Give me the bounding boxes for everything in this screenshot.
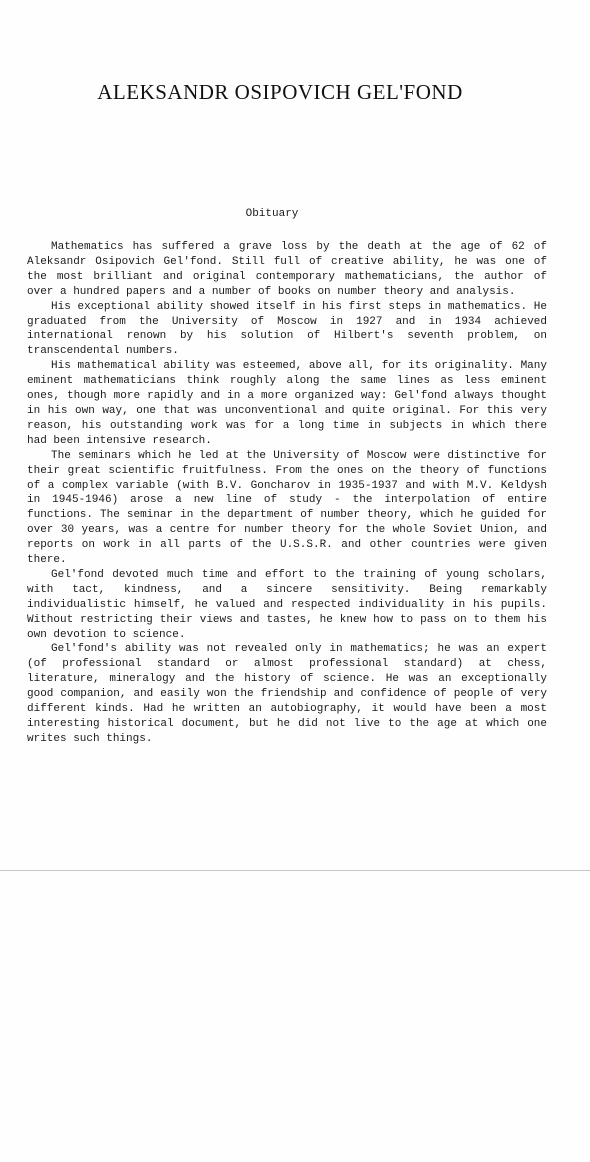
page-title: ALEKSANDR OSIPOVICH GEL'FOND bbox=[97, 80, 463, 104]
page-divider bbox=[0, 870, 590, 871]
paragraph-4: The seminars which he led at the University of Moscow were distinctive for their great scientific fruitfulness. From the ones on the theory of functions of a complex variable (with B.V. Goncharov in 1935-1937 and with M.V. Keldysh in 1945-1946) arose a new line of study - the interpolation of entire functions. The seminar in the department of number theory, which he guided for over 30 years, was a centre for number theory for the whole Soviet Union, and reports on work in all parts of the U.S.S.R. and other countries were given there. bbox=[27, 449, 547, 567]
paragraph-6: Gel'fond's ability was not revealed only in mathematics; he was an expert (of professional standard or almost professional standard) at chess, literature, mineralogy and the history of science. He was an exceptionally good companion, and easily won the friendship and confidence of people of very different kinds. Had he written an autobiography, it would have been a most interesting historical document, but he did not live to the age at which one writes such things. bbox=[27, 643, 547, 745]
paragraph-2: His exceptional ability showed itself in his first steps in mathematics. He graduated from the University of Moscow in 1927 and in 1934 achieved international renown by his solution of Hilbert's seventh problem, on transcendental numbers. bbox=[27, 300, 547, 358]
paragraph-3: His mathematical ability was esteemed, above all, for its originality. Many eminent mathematicians think roughly along the same lines as less eminent ones, though more rapidly and in a more organized way: Gel'fond always thought in his own way, one that was unconventional and quite original. For this very reason, his outstanding work was for a long time in subjects in which there had been intensive research. bbox=[27, 360, 547, 447]
paragraph-5: Gel'fond devoted much time and effort to the training of young scholars, with tact, kindness, and a sincere sensitivity. Being remarkably individualistic himself, he valued and respected individuality in his pupils. Without restricting their views and tastes, he knew how to pass on to them his own devotion to science. bbox=[27, 568, 547, 641]
section-subtitle: Obituary bbox=[245, 208, 299, 220]
paragraph-1: Mathematics has suffered a grave loss by the death at the age of 62 of Aleksandr Osipovich Gel'fond. Still full of creative ability, he was one of the most brilliant and original contemporary mathematicians, the author of over a hundred papers and a number of books on number theory and analysis. bbox=[27, 241, 547, 298]
obituary-body bbox=[27, 240, 547, 747]
